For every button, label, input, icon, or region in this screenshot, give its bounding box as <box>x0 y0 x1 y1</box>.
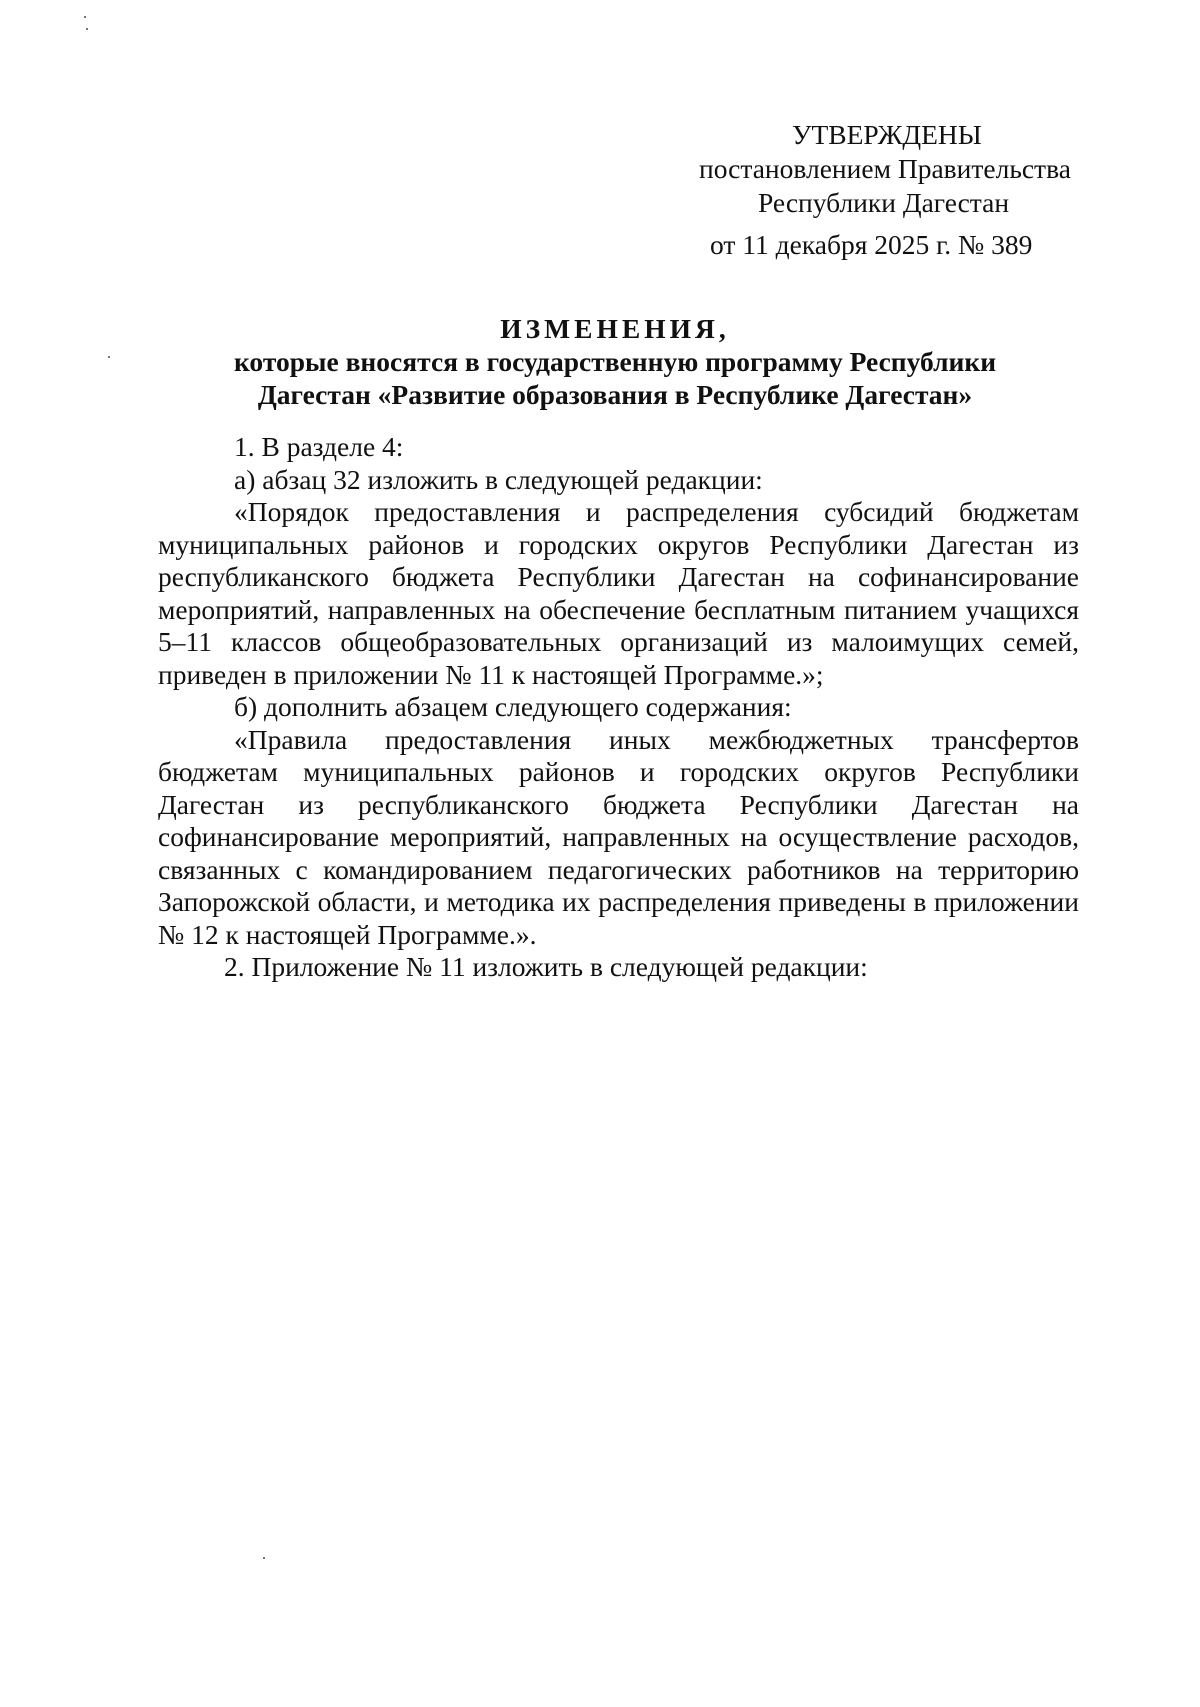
paragraph-subitem-b: б) дополнить абзацем следующего содержания: <box>234 691 792 722</box>
scan-speck <box>84 16 86 18</box>
document-body <box>158 431 1079 984</box>
scan-speck <box>263 1557 265 1559</box>
approval-block <box>690 118 1090 262</box>
paragraph-item-1: 1. В разделе 4: <box>234 431 404 462</box>
document-heading <box>150 312 1080 411</box>
paragraph-quote-2: «Правила предоставления иных межбюджетных трансфертов бюджетам муниципальных районов и городских округов Республики Дагестан из республиканского бюджета Республики Дагестан на софинансирование мероприятий, направленных на осуществление расходов, связанных с командированием педагогических работников на территорию Запорожской области, и методика их распределения приведены в приложении № 12 к настоящей Программе.». <box>158 723 1079 950</box>
paragraph-item-2: 2. Приложение № 11 изложить в следующей редакции: <box>224 951 868 982</box>
scan-speck <box>108 356 110 358</box>
scan-speck <box>86 28 88 30</box>
approval-status: УТВЕРЖДЕНЫ <box>792 119 982 150</box>
approval-region: Республики Дагестан <box>758 187 1010 218</box>
paragraph-subitem-a: а) абзац 32 изложить в следующей редакции: <box>234 463 763 495</box>
paragraph-quote-1: «Порядок предоставления и распределения субсидий бюджетам муниципальных районов и городских округов Республики Дагестан из республиканского бюджета Республики Дагестан на софинансирование мероприятий, направленных на обеспечение бесплатным питанием учащихся 5–11 классов общеобразовательных организаций из малоимущих семей, приведен в приложении № 11 к настоящей Программе.»; <box>158 496 1079 690</box>
approval-date-number: от 11 декабря 2025 г. № 389 <box>710 229 1033 260</box>
heading-subtitle-line1: которые вносятся в государственную программу Республики <box>233 346 997 377</box>
approval-authority: постановлением Правительства <box>699 153 1071 184</box>
heading-subtitle-line2: Дагестан «Развитие образования в Республике Дагестан» <box>257 379 973 410</box>
heading-title: ИЗМЕНЕНИЯ, <box>500 313 730 344</box>
